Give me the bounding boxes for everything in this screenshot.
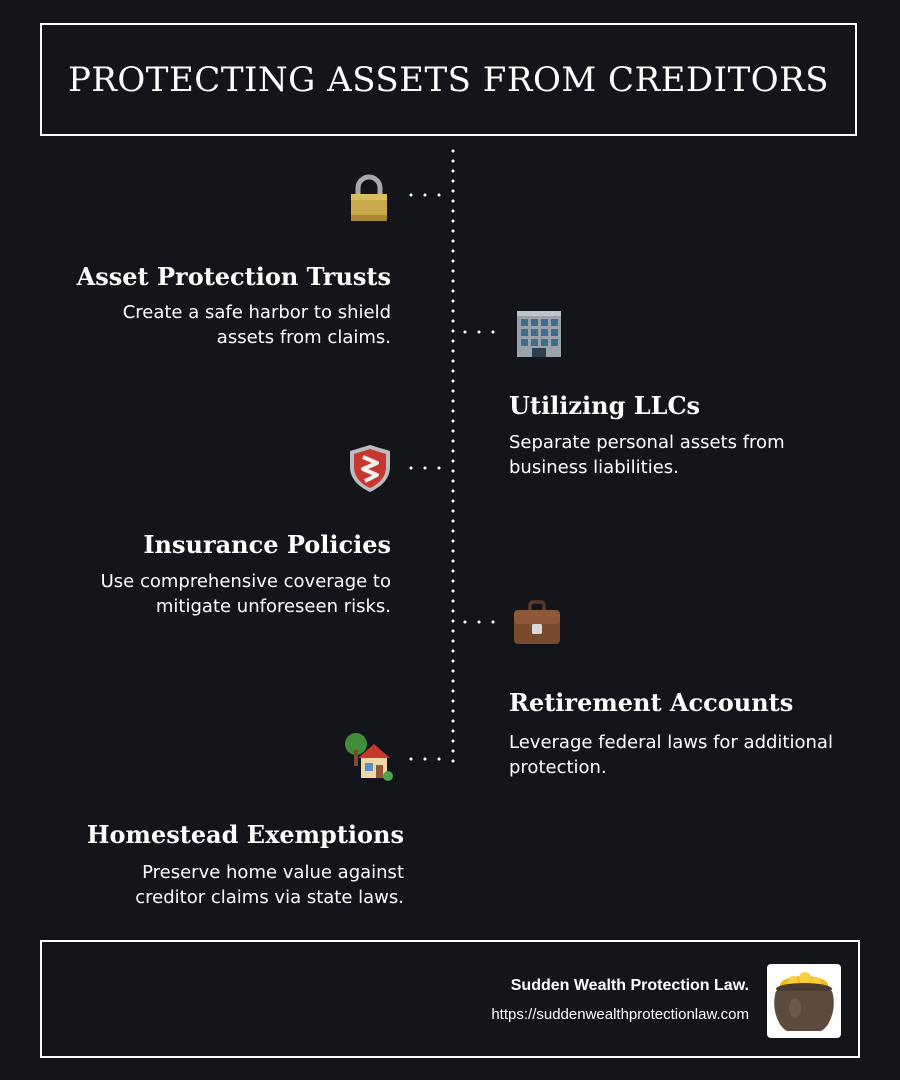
item-heading: Homestead Exemptions (86, 820, 404, 849)
firm-url-link[interactable]: https://suddenwealthprotectionlaw.com (491, 1006, 749, 1023)
firm-name: Sudden Wealth Protection Law. (510, 977, 749, 994)
timeline-dotted-line (451, 146, 455, 766)
footer (40, 940, 860, 1058)
item-heading: Asset Protection Trusts (76, 262, 391, 291)
connector-4 (458, 620, 502, 624)
item-heading: Utilizing LLCs (509, 391, 701, 420)
item-description: Preserve home value against creditor claims via state laws. (135, 862, 404, 908)
briefcase-icon (512, 597, 562, 647)
connector-3 (404, 466, 448, 470)
item-heading: Insurance Policies (143, 530, 391, 559)
item-description: Create a safe harbor to shield assets from claims. (122, 302, 391, 348)
office-building-icon (514, 308, 564, 358)
connector-1 (404, 193, 448, 197)
house-with-garden-icon (344, 732, 394, 782)
pot-of-gold-icon (767, 964, 841, 1038)
item-heading: Retirement Accounts (509, 688, 794, 717)
connector-5 (404, 757, 448, 761)
item-description: Use comprehensive coverage to mitigate unforeseen risks. (100, 571, 391, 617)
lock-icon (344, 172, 394, 222)
item-description: Leverage federal laws for additional protection. (509, 732, 833, 778)
shield-icon (345, 443, 395, 493)
title-box (40, 23, 857, 136)
item-description: Separate personal assets from business liabilities. (509, 432, 785, 478)
connector-2 (458, 330, 502, 334)
page-title: PROTECTING ASSETS FROM CREDITORS (67, 59, 830, 100)
